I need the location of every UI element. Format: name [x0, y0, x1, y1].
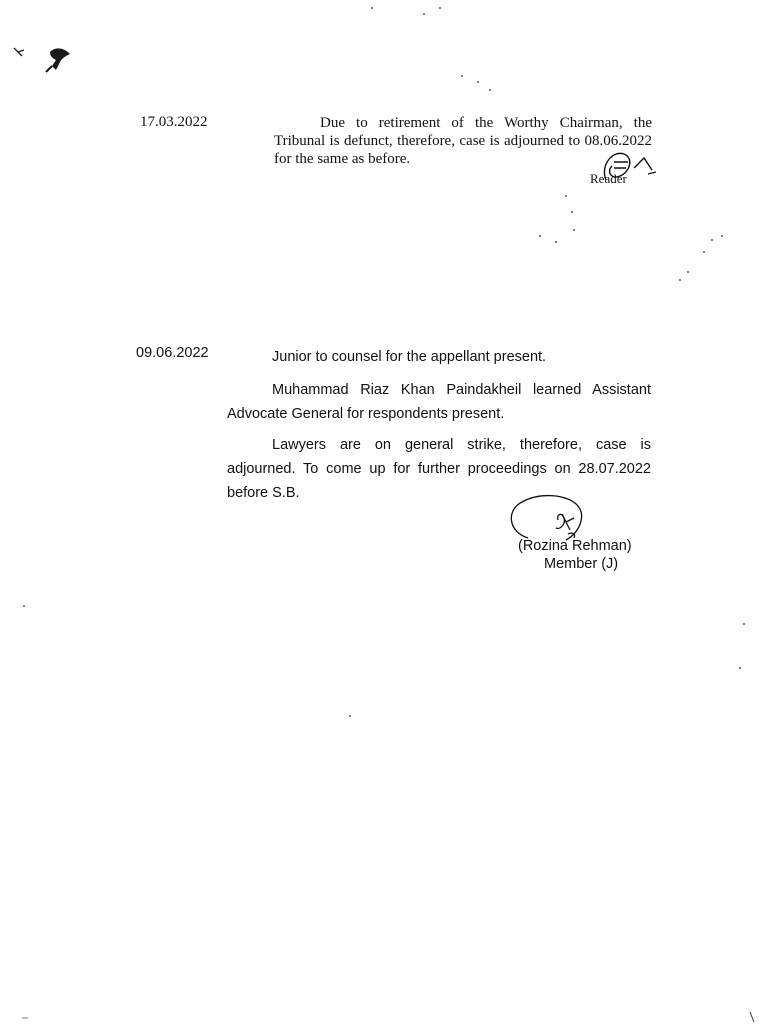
entry-paragraph: Due to retirement of the Worthy Chairman, the Tribunal is defunct, therefore, case is adjourned to 08.06.2022 for the same as before.	[274, 115, 652, 167]
corner-stamp-mark-icon	[14, 48, 70, 72]
reader-label: Reader	[590, 171, 627, 186]
entry-paragraph: Muhammad Riaz Khan Paindakheil learned Assistant Advocate General for respondents present.	[227, 382, 651, 422]
entry-paragraph: Junior to counsel for the appellant present.	[272, 349, 547, 365]
entry-date: 09.06.2022	[136, 345, 209, 361]
signatory-title: Member (J)	[544, 556, 619, 572]
entry-paragraph: Lawyers are on general strike, therefore, case is adjourned. To come up for further proceedings on 28.07.2022 before S.B.	[227, 437, 651, 501]
signatory-name: (Rozina Rehman)	[518, 538, 632, 554]
entry-date: 17.03.2022	[140, 114, 208, 130]
